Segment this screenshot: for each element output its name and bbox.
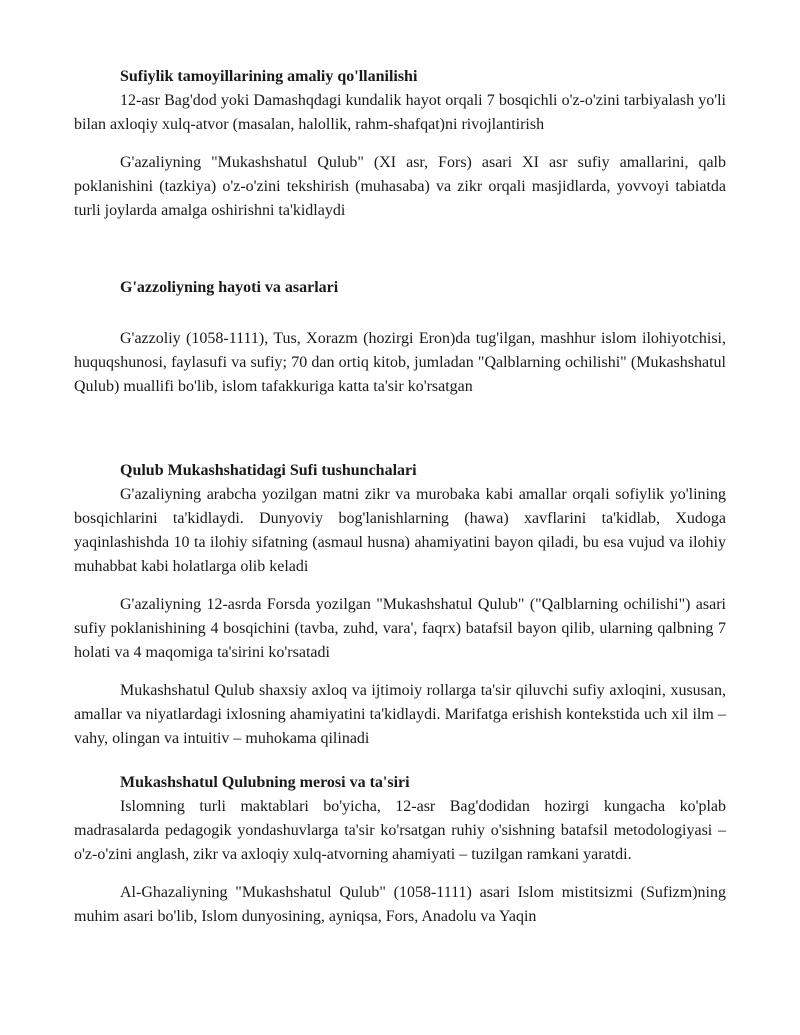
- section-heading: Sufiylik tamoyillarining amaliy qo'llanilishi: [120, 68, 418, 85]
- document-body: [74, 65, 726, 929]
- paragraph: 12-asr Bag'dod yoki Damashqdagi kundalik hayot orqali 7 bosqichli o'z-o'zini tarbiyalash yo'li bilan axloqiy xulq-atvor (masalan, halollik, rahm-shafqat)ni rivojlantirish: [74, 92, 726, 133]
- section-heading: G'azzoliyning hayoti va asarlari: [120, 279, 339, 296]
- paragraph: G'azzoliy (1058-1111), Tus, Xorazm (hozirgi Eron)da tug'ilgan, mashhur islom ilohiyotchisi, huquqshunosi, faylasufi va sufiy; 70 dan ortiq kitob, jumladan "Qalblarning ochilishi" (Mukashshatul Qulub) muallifi bo'lib, islom tafakkuriga katta ta'sir ko'rsatgan: [74, 330, 726, 395]
- section-heading: Mukashshatul Qulubning merosi va ta'siri: [120, 774, 410, 791]
- paragraph: Mukashshatul Qulub shaxsiy axloq va ijtimoiy rollarga ta'sir qiluvchi sufiy axloqini, xususan, amallar va niyatlardagi ixlosning ahamiyatini ta'kidlaydi. Marifatga erishish kontekstida uch xil ilm – vahy, olingan va intuitiv – muhokama qilinadi: [74, 682, 726, 747]
- paragraph: G'azaliyning "Mukashshatul Qulub" (XI asr, Fors) asari XI asr sufiy amallarini, qalb poklanishini (tazkiya) o'z-o'zini tekshirish (muhasaba) va zikr orqali masjidlarda, yovvoyi tabiatda turli joylarda amalga oshirishni ta'kidlaydi: [74, 154, 726, 219]
- paragraph: Islomning turli maktablari bo'yicha, 12-asr Bag'dodidan hozirgi kungacha ko'plab madrasalarda pedagogik yondashuvlarga ta'sir ko'rsatgan ruhiy o'sishning batafsil metodologiyasi – o'z-o'zini anglash, zikr va axloqiy xulq-atvorning ahamiyati – tuzilgan ramkani yaratdi.: [74, 798, 726, 863]
- paragraph: G'azaliyning 12-asrda Forsda yozilgan "Mukashshatul Qulub" ("Qalblarning ochilishi") asari sufiy poklanishining 4 bosqichini (tavba, zuhd, vara', faqrx) batafsil bayon qilib, ularning qalbning 7 holati va 4 maqomiga ta'sirini ko'rsatadi: [74, 596, 726, 661]
- paragraph: Al-Ghazaliyning "Mukashshatul Qulub" (1058-1111) asari Islom mistitsizmi (Sufizm)ning muhim asari bo'lib, Islom dunyosining, ayniqsa, Fors, Anadolu va Yaqin: [74, 884, 726, 925]
- paragraph: G'azaliyning arabcha yozilgan matni zikr va murobaka kabi amallar orqali sofiylik yo'lining bosqichlarini ta'kidlaydi. Dunyoviy bog'lanishlarning (hawa) xavflarini ta'kidlab, Xudoga yaqinlashishda 10 ta ilohiy sifatning (asmaul husna) ahamiyatini bayon qiladi, bu esa vujud va ilohiy muhabbat kabi holatlarga olib keladi: [74, 486, 726, 575]
- section-heading: Qulub Mukashshatidagi Sufi tushunchalari: [120, 462, 417, 479]
